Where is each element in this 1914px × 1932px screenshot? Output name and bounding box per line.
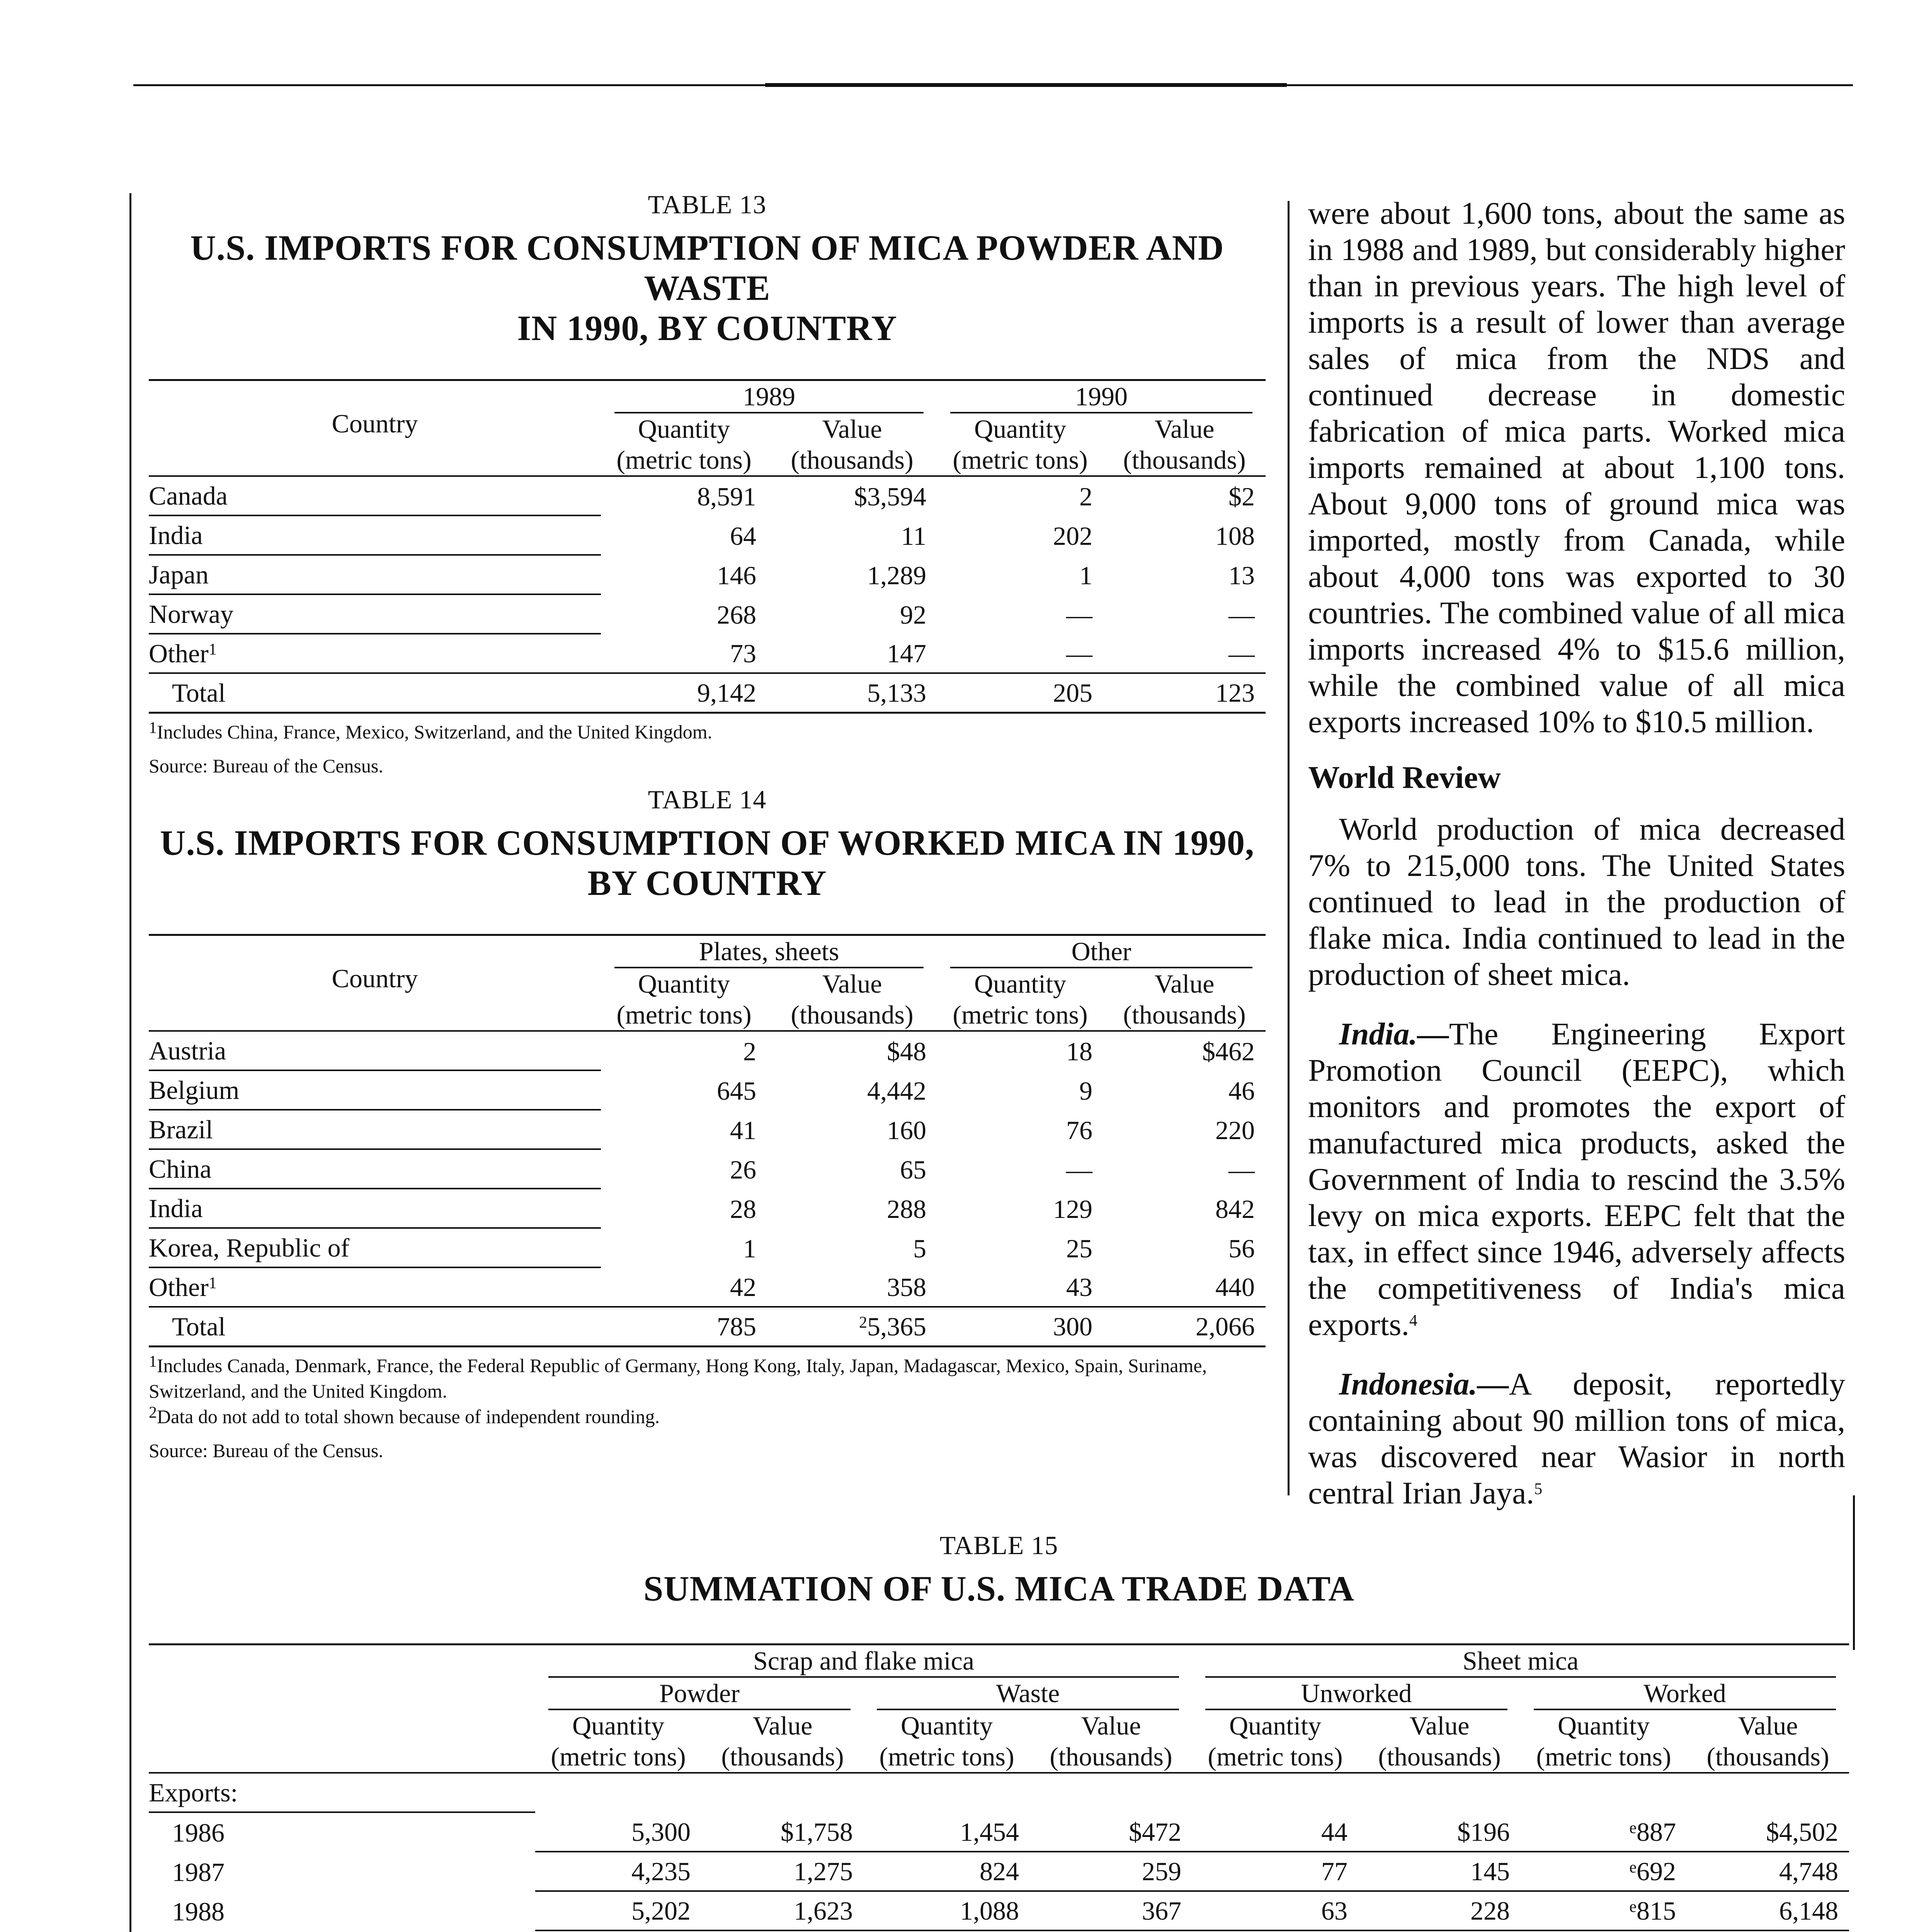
col-value-header: Value: [1154, 414, 1215, 444]
col-qty-header: Quantity: [974, 414, 1066, 444]
col-qty-header: Quantity: [572, 1711, 664, 1740]
cell-text: Norway: [149, 599, 234, 629]
cell-text: China: [149, 1154, 212, 1184]
cell-text: 5,300: [631, 1817, 691, 1847]
data-cell: [937, 1150, 1103, 1189]
cell-text: 5: [913, 1234, 926, 1263]
col-value-unit: (thousands): [1050, 1742, 1172, 1771]
data-cell: [601, 1071, 767, 1111]
table-14-title: U.S. IMPORTS FOR CONSUMPTION OF WORKED MICA IN 1990, BY COUNTRY: [160, 823, 1254, 903]
table-row: [149, 1150, 1266, 1189]
data-cell: [601, 1268, 767, 1308]
cell-text: 2,066: [1196, 1312, 1255, 1341]
empty-cell: [864, 1774, 1030, 1813]
cell-text: 43: [1066, 1272, 1092, 1302]
data-cell: [937, 556, 1103, 595]
footnote-mark: 2: [859, 1314, 867, 1332]
data-cell: [535, 1852, 701, 1892]
cell-text: 887: [1637, 1817, 1676, 1847]
cell-text: 46: [1228, 1076, 1255, 1105]
data-cell: [767, 674, 937, 712]
cell-text: $462: [1202, 1037, 1255, 1066]
data-cell: [767, 595, 937, 634]
data-cell: [601, 1111, 767, 1150]
cell-text: 56: [1228, 1234, 1255, 1263]
cell-text: 824: [980, 1857, 1019, 1886]
cell-text: 65: [900, 1155, 926, 1184]
data-cell: [1687, 1813, 1849, 1852]
data-cell: [864, 1813, 1030, 1852]
row-label: [149, 1813, 535, 1852]
cell-text: 1,623: [794, 1896, 853, 1925]
cell-text: $48: [887, 1037, 926, 1066]
col-qty-header: Quantity: [901, 1711, 993, 1740]
data-cell: [1358, 1892, 1521, 1931]
col-qty-unit: (metric tons): [1536, 1742, 1671, 1771]
cell-text: 842: [1215, 1194, 1255, 1224]
data-cell: [601, 1229, 767, 1268]
table-14-footnote-1: $^1$Includes Canada, Denmark, France, the Federal Republic of Germany, Hong Kong, Italy, Japan, Madagascar, Mexico, Spain, Suriname,: [149, 1353, 1207, 1376]
empty-cell: [1192, 1774, 1358, 1813]
paragraph-india: India.—The Engineering Export Promotion Council (EEPC), which monitors and promotes the export of manufactured mica products, asked the Government of India to rescind the 3.5% levy on mica exports. EEPC felt that the tax, in effect since 1946, adversely affects the competitiveness of India's mica exports.$^4$: [1308, 1016, 1845, 1342]
data-cell: [1103, 674, 1266, 712]
table-15-sub-waste: Waste: [877, 1678, 1179, 1710]
estimate-mark: e: [1629, 1859, 1637, 1876]
data-cell: [601, 1308, 767, 1345]
cell-text: India: [149, 520, 203, 550]
data-cell: [937, 477, 1103, 516]
empty-cell: [1358, 1774, 1521, 1813]
data-cell: [767, 1189, 937, 1229]
cell-text: 692: [1637, 1857, 1676, 1886]
estimate-mark: e: [1629, 1819, 1637, 1837]
estimate-mark: e: [1629, 1898, 1637, 1916]
cell-text: 1: [743, 1234, 756, 1263]
col-value-header: Value: [1409, 1711, 1470, 1740]
data-cell: [1103, 556, 1266, 595]
paragraph-world-production: World production of mica decreased 7% to 215,000 tons. The United States continued to lead in the production of flake mica. India continued to lead in the production of sheet mica.: [1308, 811, 1845, 992]
table-14-grid: Country Plates, sheets Other Quantity Value Quantity Value (metric tons) (thousands) (metric tons) (thousands) Austria 2 $48 18 $462 Belgium 645 4,442 9 46 Brazil 41 160 76 220 China 26 65 — — India 28 288 129 842 Korea, Republic of 1 5 25 56 Other$^1$ 42 358 43 440 Total 785 $^2$5,365 300 2,066: [149, 936, 1266, 1345]
top-rule-thick: [765, 83, 1287, 87]
cell-text: 440: [1215, 1272, 1255, 1302]
cell-text: 1,275: [794, 1857, 853, 1886]
data-cell: [1687, 1892, 1849, 1931]
row-label: [149, 674, 601, 712]
footnote-mark: 1: [208, 641, 217, 658]
cell-text: 228: [1470, 1896, 1510, 1925]
col-qty-unit: (metric tons): [551, 1742, 686, 1771]
section-heading-world-review: World Review: [1308, 760, 1501, 795]
table-14: [149, 784, 1266, 1463]
cell-text: 1,088: [960, 1896, 1019, 1925]
cell-text: 4,235: [631, 1857, 691, 1886]
data-cell: [1103, 1071, 1266, 1111]
data-cell: [937, 516, 1103, 556]
data-cell: [601, 634, 767, 674]
cell-text: 5,133: [867, 678, 926, 707]
table-15-sub-worked: Worked: [1534, 1678, 1836, 1710]
cell-text: —: [1228, 639, 1255, 668]
cell-text: $472: [1129, 1817, 1181, 1847]
data-cell: [1103, 477, 1266, 516]
col-value-unit: (thousands): [1378, 1742, 1501, 1771]
data-cell: [937, 634, 1103, 674]
col-qty-unit: (metric tons): [879, 1742, 1014, 1771]
data-cell: [864, 1852, 1030, 1892]
cell-text: 73: [730, 639, 756, 668]
table-row: [149, 595, 1266, 634]
data-cell: [1521, 1813, 1687, 1852]
cell-text: 1986: [172, 1818, 225, 1847]
table-13-footnote-1: $^1$Includes China, France, Mexico, Switzerland, and the United Kingdom.: [149, 719, 713, 743]
data-cell: [767, 634, 937, 674]
data-cell: [1192, 1813, 1358, 1852]
cell-text: India: [149, 1194, 203, 1223]
data-cell: [535, 1892, 701, 1931]
table-13-title: U.S. IMPORTS FOR CONSUMPTION OF MICA POWDER AND WASTE IN 1990, BY COUNTRY: [190, 228, 1224, 348]
table-15-group-scrap: Scrap and flake mica: [548, 1645, 1179, 1678]
section-row: [149, 1774, 1849, 1813]
table-row: [149, 1852, 1849, 1892]
row-label: [149, 1892, 535, 1931]
table-row: [149, 1189, 1266, 1229]
table-14-country-header: Country: [332, 964, 418, 993]
cell-text: Other: [149, 1272, 209, 1302]
cell-text: —: [1066, 639, 1092, 668]
table-14-footnote-1-cont: Switzerland, and the United Kingdom.: [149, 1380, 447, 1402]
data-cell: [601, 674, 767, 712]
table-14-number: TABLE 14: [648, 785, 767, 814]
cell-text: 8,591: [697, 482, 756, 511]
data-cell: [937, 1229, 1103, 1268]
row-label: [149, 1189, 601, 1229]
data-cell: [601, 1189, 767, 1229]
cell-text: —: [1066, 1155, 1092, 1184]
left-margin-rule: [129, 193, 131, 1932]
row-label: [149, 1229, 601, 1268]
data-cell: [1687, 1852, 1849, 1892]
cell-text: 1988: [172, 1897, 225, 1926]
cell-text: $196: [1457, 1817, 1510, 1847]
table-row: [149, 1308, 1266, 1345]
table-row: [149, 1071, 1266, 1111]
right-column-text: [1308, 195, 1845, 1511]
cell-text: $1,758: [781, 1817, 853, 1847]
cell-text: 288: [887, 1194, 926, 1224]
data-cell: [601, 1032, 767, 1071]
table-row: [149, 1813, 1849, 1852]
table-row: [149, 516, 1266, 556]
cell-text: 2: [743, 1037, 756, 1066]
table-row: [149, 1032, 1266, 1071]
table-row: [149, 674, 1266, 712]
col-value-header: Value: [1081, 1711, 1141, 1740]
cell-text: Japan: [149, 560, 209, 589]
cell-text: 147: [887, 639, 926, 668]
table-15: [149, 1530, 1849, 1932]
table-14-source: Source: Bureau of the Census.: [149, 1440, 383, 1461]
row-label: [149, 595, 601, 634]
data-cell: [767, 1308, 937, 1345]
data-cell: [767, 1111, 937, 1150]
table-row: [149, 556, 1266, 595]
data-cell: [701, 1892, 864, 1931]
col-value-header: Value: [752, 1711, 813, 1740]
cell-text: 63: [1321, 1896, 1347, 1925]
data-cell: [937, 1032, 1103, 1071]
col-qty-header: Quantity: [1229, 1711, 1321, 1740]
cell-text: 64: [730, 521, 756, 551]
table-14-group-other: Other: [950, 936, 1252, 968]
data-cell: [1030, 1852, 1192, 1892]
data-cell: [1358, 1852, 1521, 1892]
cell-text: Korea, Republic of: [149, 1233, 350, 1262]
cell-text: 129: [1053, 1194, 1092, 1224]
data-cell: [601, 556, 767, 595]
paragraph-imports: were about 1,600 tons, about the same as in 1988 and 1989, but considerably higher than in previous years. The high level of imports is a result of lower than average sales of mica from the NDS and continued decrease in domestic fabrication of mica parts. Worked mica imports remained at about 1,100 tons. About 9,000 tons of ground mica was imported, mostly from Canada, while about 4,000 tons was exported to 30 countries. The combined value of all mica imports increased 4% to $15.6 million, while the combined value of all mica exports increased 10% to $10.5 million.: [1308, 196, 1845, 739]
data-cell: [937, 674, 1103, 712]
row-label: [149, 634, 601, 674]
col-value-unit: (thousands): [721, 1742, 844, 1771]
cell-text: 300: [1053, 1312, 1092, 1341]
cell-text: 202: [1053, 521, 1092, 551]
cell-text: 259: [1142, 1857, 1181, 1886]
cell-text: 28: [730, 1194, 756, 1224]
row-label: [149, 477, 601, 516]
table-13-source: Source: Bureau of the Census.: [149, 755, 383, 777]
data-cell: [937, 1268, 1103, 1308]
data-cell: [1521, 1892, 1687, 1931]
col-value-header: Value: [1738, 1711, 1798, 1740]
data-cell: [937, 1071, 1103, 1111]
cell-text: 9: [1079, 1076, 1092, 1105]
cell-text: 13: [1228, 561, 1255, 590]
table-row: [149, 1268, 1266, 1308]
data-cell: [1521, 1852, 1687, 1892]
cell-text: 25: [1066, 1234, 1092, 1263]
cell-text: 785: [717, 1312, 756, 1341]
cell-text: 4,748: [1779, 1857, 1838, 1886]
data-cell: [601, 516, 767, 556]
cell-text: —: [1228, 600, 1255, 629]
cell-text: 44: [1321, 1817, 1347, 1847]
data-cell: [1103, 516, 1266, 556]
table-15-title: SUMMATION OF U.S. MICA TRADE DATA: [643, 1569, 1354, 1608]
data-cell: [1358, 1813, 1521, 1852]
cell-text: 1987: [172, 1857, 225, 1887]
cell-text: 1: [1079, 561, 1092, 590]
cell-text: 220: [1215, 1116, 1255, 1145]
empty-cell: [701, 1774, 864, 1813]
cell-text: 11: [901, 521, 926, 551]
data-cell: [1103, 1268, 1266, 1308]
empty-cell: [1030, 1774, 1192, 1813]
empty-cell: [535, 1774, 701, 1813]
data-cell: [535, 1813, 701, 1852]
table-14-footnote-2: $^2$Data do not add to total shown because of independent rounding.: [149, 1404, 660, 1427]
cell-text: 5,365: [867, 1312, 926, 1341]
cell-text: 1,454: [960, 1817, 1019, 1847]
data-cell: [1030, 1813, 1192, 1852]
cell-text: Total: [172, 1312, 226, 1341]
data-cell: [767, 477, 937, 516]
cell-text: $4,502: [1766, 1817, 1838, 1847]
data-cell: [601, 595, 767, 634]
table-14-group-plates: Plates, sheets: [614, 936, 924, 968]
cell-text: $2: [1228, 482, 1255, 511]
data-cell: [937, 1308, 1103, 1345]
data-cell: [1103, 1308, 1266, 1345]
data-cell: [767, 556, 937, 595]
table-row: [149, 1229, 1266, 1268]
row-label: [149, 1150, 601, 1189]
data-cell: [601, 1150, 767, 1189]
cell-text: $3,594: [854, 482, 926, 511]
table-15-sub-unworked: Unworked: [1205, 1678, 1507, 1710]
data-cell: [1103, 1032, 1266, 1071]
cell-text: 42: [730, 1272, 756, 1302]
data-cell: [937, 1111, 1103, 1150]
data-cell: [1103, 1229, 1266, 1268]
cell-text: 123: [1215, 678, 1255, 707]
col-value-header: Value: [822, 414, 882, 444]
cell-text: Austria: [149, 1036, 226, 1065]
data-cell: [1103, 595, 1266, 634]
cell-text: 41: [730, 1116, 756, 1145]
table-row: [149, 477, 1266, 516]
cell-text: 146: [717, 561, 756, 590]
cell-text: 9,142: [697, 678, 756, 707]
cell-text: 18: [1066, 1037, 1092, 1066]
data-cell: [1103, 1150, 1266, 1189]
col-qty-header: Quantity: [1558, 1711, 1650, 1740]
cell-text: Canada: [149, 481, 228, 510]
cell-text: Brazil: [149, 1115, 213, 1144]
cell-text: 358: [887, 1272, 926, 1302]
data-cell: [937, 1189, 1103, 1229]
data-cell: [767, 1032, 937, 1071]
table-15-sub-powder: Powder: [548, 1678, 851, 1710]
cell-text: 645: [717, 1076, 756, 1105]
cell-text: 2: [1079, 482, 1092, 511]
cell-text: 92: [900, 600, 926, 629]
cell-text: 1,289: [867, 561, 926, 590]
cell-text: 108: [1215, 521, 1255, 551]
cell-text: 160: [887, 1116, 926, 1145]
col-qty-unit: (metric tons): [1208, 1742, 1343, 1771]
table-15-grid: [149, 1645, 1849, 1932]
table-13-country-header: Country: [332, 409, 418, 438]
cell-text: —: [1228, 1155, 1255, 1184]
cell-text: 77: [1321, 1857, 1347, 1886]
col-qty-header: Quantity: [638, 414, 730, 444]
empty-cell: [1687, 1774, 1849, 1813]
paragraph-indonesia: Indonesia.—A deposit, reportedly containing about 90 million tons of mica, was discovered near Wasior in north central Irian Jaya.$^5$: [1308, 1366, 1845, 1510]
table-row: [149, 634, 1266, 674]
row-label: [149, 1268, 601, 1308]
column-separator-rule: [1288, 201, 1290, 1495]
table-14-bottom-rule: [149, 1345, 1266, 1347]
table-13: [149, 189, 1266, 779]
cell-text: Total: [172, 678, 226, 707]
data-cell: [1030, 1892, 1192, 1931]
col-value-unit: (thousands): [1706, 1742, 1829, 1771]
table-15-group-sheet: Sheet mica: [1205, 1645, 1836, 1678]
cell-text: 76: [1066, 1116, 1092, 1145]
data-cell: [767, 1229, 937, 1268]
cell-text: 5,202: [631, 1896, 691, 1925]
row-label: [149, 516, 601, 556]
cell-text: Belgium: [149, 1075, 240, 1105]
row-label: [149, 1071, 601, 1111]
table-row: [149, 1892, 1849, 1931]
data-cell: [1103, 1111, 1266, 1150]
right-margin-rule: [1853, 1495, 1855, 1650]
data-cell: [864, 1892, 1030, 1931]
table-13-group-1989: 1989: [614, 381, 924, 413]
table-15-number: TABLE 15: [939, 1531, 1058, 1560]
data-cell: [937, 595, 1103, 634]
data-cell: [767, 1071, 937, 1111]
cell-text: 268: [717, 600, 756, 629]
table-13-grid: Country 1989 1990 Quantity Value Quantity Value (metric tons) (thousands) (metric tons) (thousands) Canada 8,591 $3,594 2 $2 India 64 11 202 108 Japan 146 1,289 1 13 Norway 268 92 — — Other$^1$ 73 147 — — Total 9,142 5,133 205 123: [149, 381, 1266, 712]
row-label: [149, 1111, 601, 1150]
table-13-group-1990: 1990: [950, 381, 1252, 413]
data-cell: [1192, 1852, 1358, 1892]
row-label: [149, 1032, 601, 1071]
footnote-mark: 1: [208, 1274, 217, 1292]
cell-text: 26: [730, 1155, 756, 1184]
empty-cell: [1521, 1774, 1687, 1813]
table-13-bottom-rule: [149, 712, 1266, 714]
data-cell: [767, 1268, 937, 1308]
cell-text: 145: [1470, 1857, 1510, 1886]
data-cell: [767, 516, 937, 556]
cell-text: Other: [149, 639, 209, 668]
data-cell: [1103, 1189, 1266, 1229]
data-cell: [701, 1813, 864, 1852]
cell-text: 205: [1053, 678, 1092, 707]
cell-text: —: [1066, 600, 1092, 629]
row-label: [149, 1308, 601, 1345]
data-cell: [601, 477, 767, 516]
data-cell: [1103, 634, 1266, 674]
cell-text: 815: [1637, 1896, 1676, 1925]
table-13-number: TABLE 13: [648, 190, 767, 219]
row-label: [149, 1852, 535, 1892]
cell-text: 6,148: [1779, 1896, 1838, 1925]
cell-text: 367: [1142, 1896, 1181, 1925]
data-cell: [767, 1150, 937, 1189]
cell-text: 4,442: [867, 1076, 926, 1105]
table-row: [149, 1111, 1266, 1150]
row-label: [149, 556, 601, 595]
cell-text: Exports:: [149, 1778, 238, 1807]
data-cell: [701, 1852, 864, 1892]
section-label: [149, 1774, 535, 1813]
data-cell: [1192, 1892, 1358, 1931]
